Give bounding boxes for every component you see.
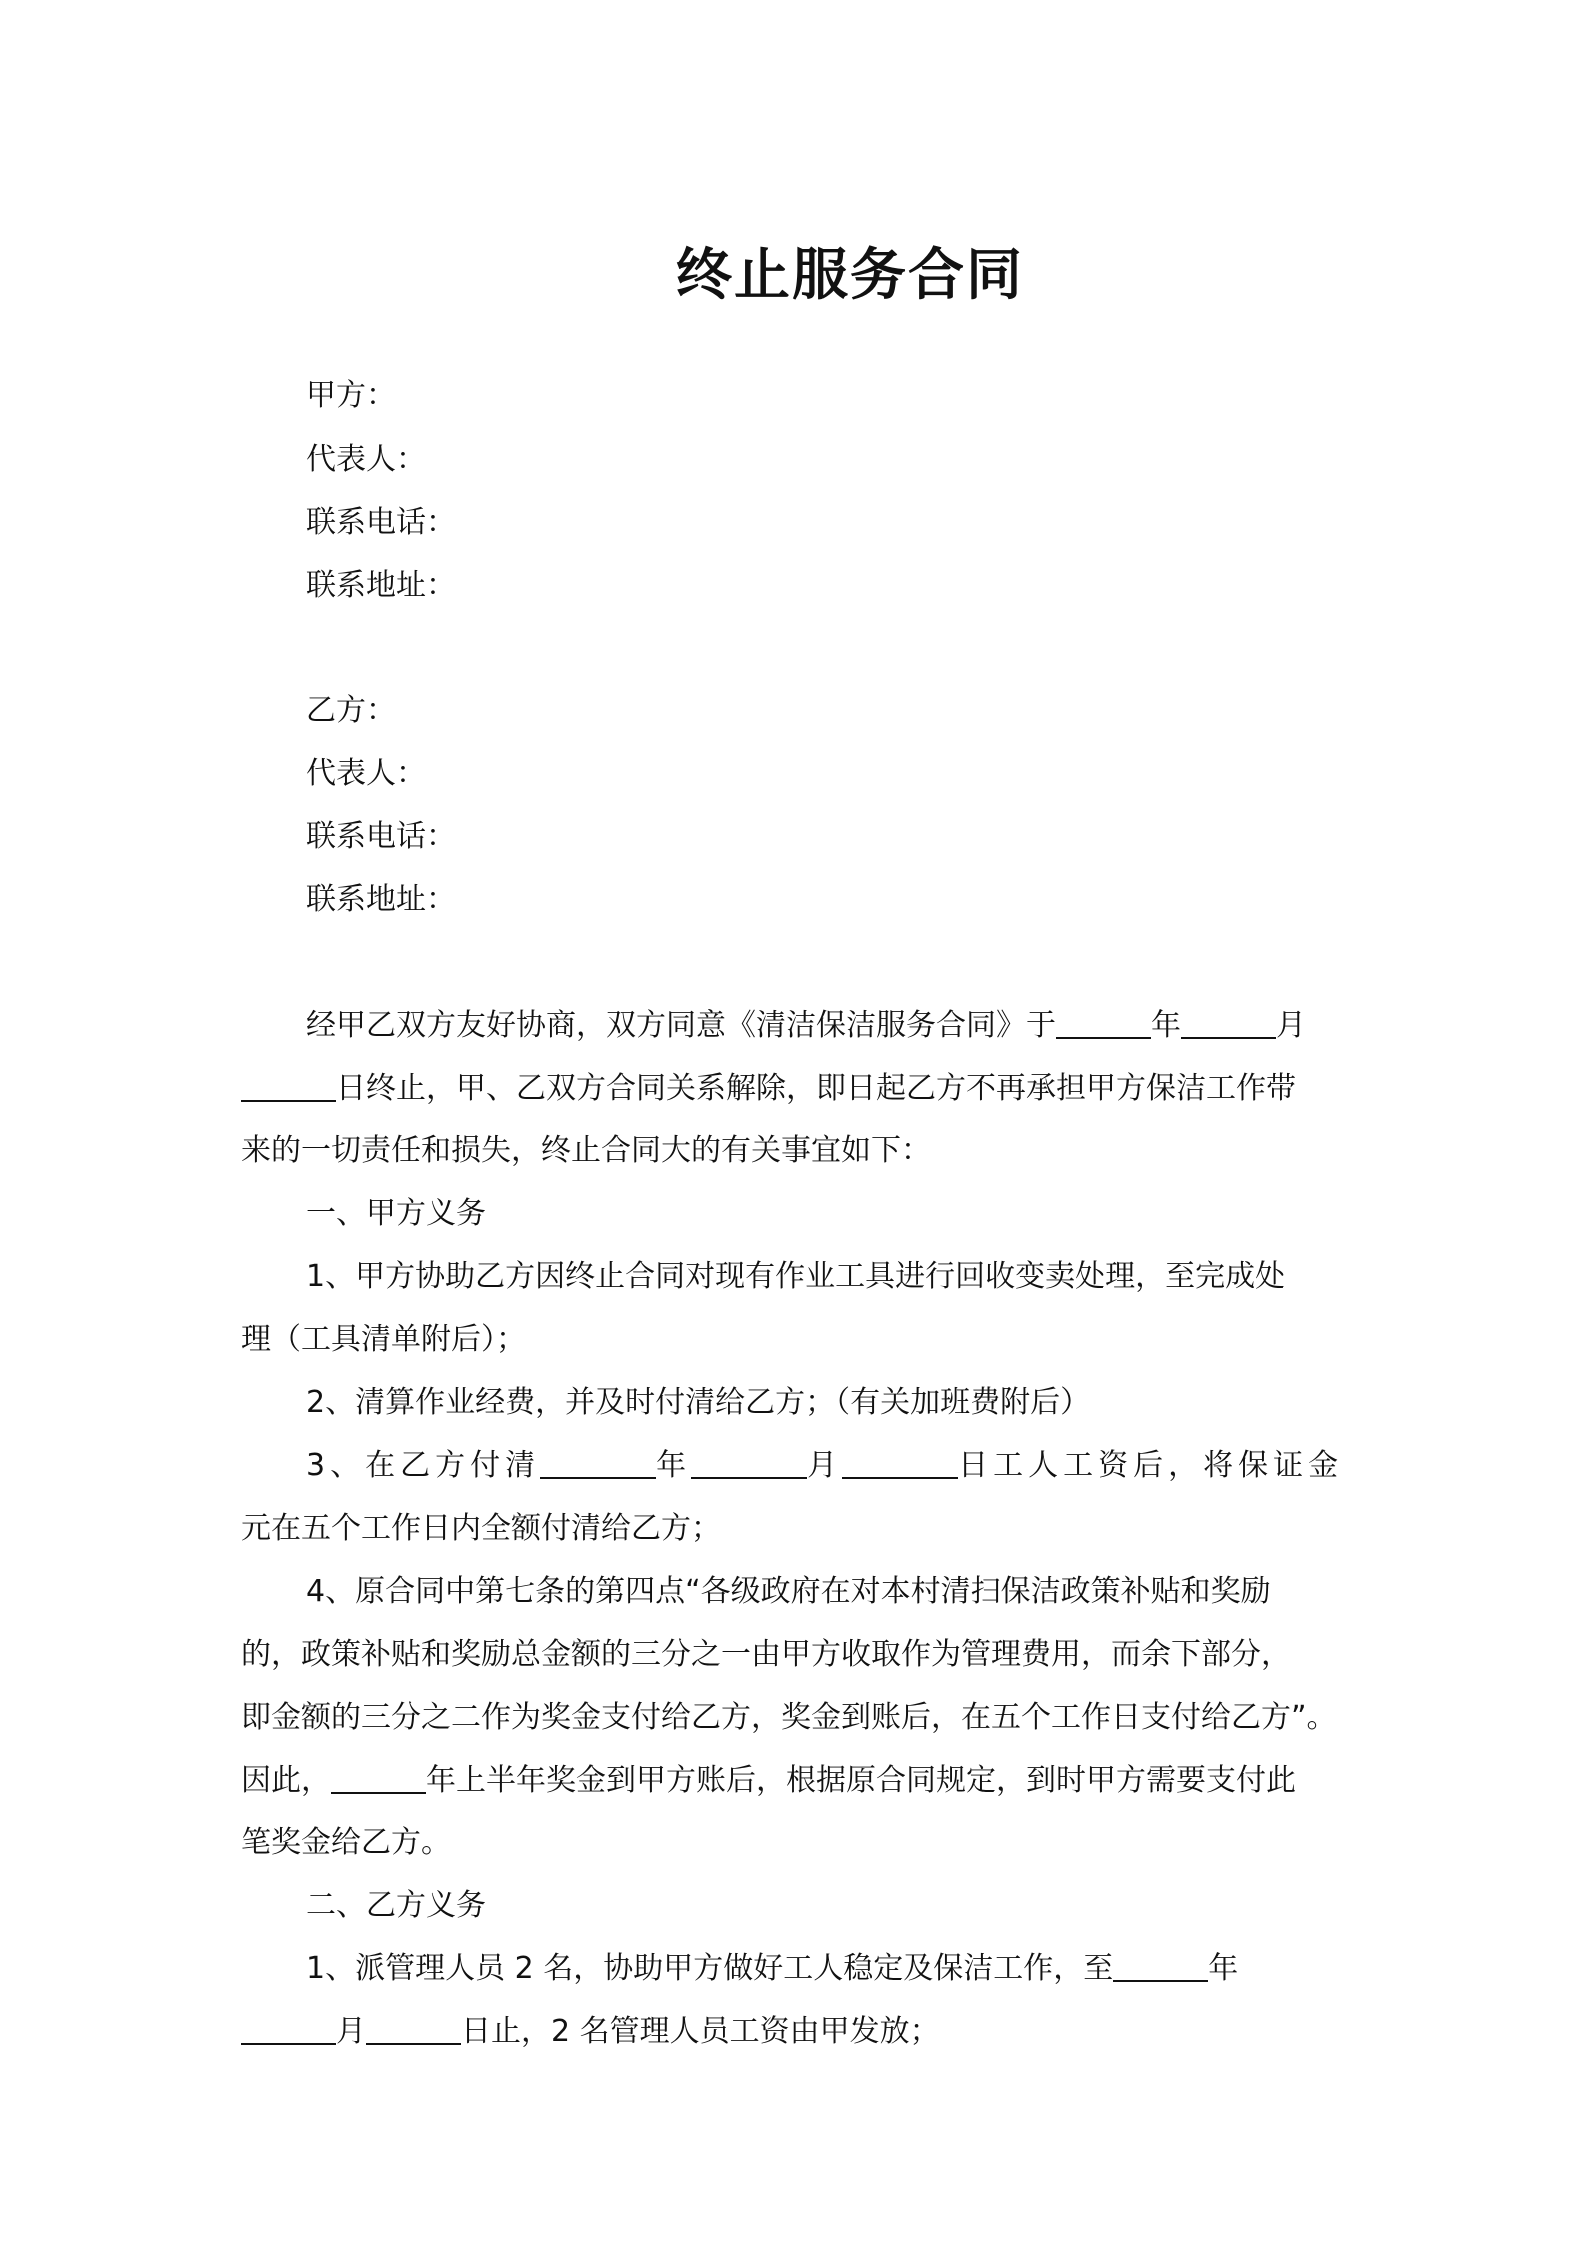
- section-2-heading: 二、乙方义务: [306, 1888, 486, 1923]
- intro-text-2: 日终止，甲、乙双方合同关系解除，即日起乙方不再承担甲方保洁工作带: [336, 1071, 1296, 1106]
- intro-line-3: 来的一切责任和损失，终止合同大的有关事宜如下：: [241, 1133, 931, 1168]
- intro-month-label: 月: [1276, 1008, 1306, 1043]
- s2-item1-line2: [241, 2012, 940, 2052]
- year-blank[interactable]: [1056, 1007, 1151, 1039]
- s1-item4-text-b: 年上半年奖金到甲方账后，根据原合同规定，到时甲方需要支付此: [426, 1763, 1296, 1798]
- intro-text-1: 经甲乙双方友好协商，双方同意《清洁保洁服务合同》于: [306, 1008, 1056, 1043]
- s2-item1-month-blank[interactable]: [241, 2013, 336, 2045]
- s1-item2: 2、清算作业经费，并及时付清给乙方；（有关加班费附后）: [306, 1385, 1091, 1420]
- s1-item3-text-d: 日工人工资后，将保证金: [958, 1448, 1344, 1483]
- intro-line-1: [306, 1006, 1306, 1046]
- document-title: 终止服务合同: [676, 242, 1024, 308]
- party-b-label: 乙方：: [306, 693, 396, 728]
- party-b-rep: 代表人：: [306, 756, 426, 791]
- s1-item3-line2: 元在五个工作日内全额付清给乙方；: [241, 1511, 721, 1546]
- party-b-phone: 联系电话：: [306, 819, 456, 854]
- s1-item4-text-a: 因此，: [241, 1763, 331, 1798]
- party-b-address: 联系地址：: [306, 882, 456, 917]
- s1-item3-year-blank[interactable]: [540, 1447, 656, 1479]
- intro-year-label: 年: [1151, 1008, 1181, 1043]
- s1-item3-year-label: 年: [656, 1448, 692, 1483]
- s1-item3-line1: [306, 1446, 1343, 1486]
- s1-item3-month-blank[interactable]: [691, 1447, 807, 1479]
- s1-item4-line4: [241, 1761, 1296, 1801]
- s1-item4-line5: 笔奖金给乙方。: [241, 1825, 451, 1860]
- s1-item4-line1: 4、原合同中第七条的第四点“各级政府在对本村清扫保洁政策补贴和奖励: [306, 1574, 1271, 1609]
- party-a-label: 甲方：: [306, 378, 396, 413]
- s1-item4-year-blank[interactable]: [331, 1762, 426, 1794]
- s2-item1-day-blank[interactable]: [366, 2013, 461, 2045]
- s2-item1-year-label: 年: [1208, 1951, 1239, 1986]
- s1-item3-month-label: 月: [807, 1448, 843, 1483]
- s2-item1-month-label: 月: [336, 2014, 366, 2049]
- s1-item4-line3: 即金额的三分之二作为奖金支付给乙方，奖金到账后，在五个工作日支付给乙方”。: [241, 1700, 1337, 1735]
- s1-item1-line1: 1、甲方协助乙方因终止合同对现有作业工具进行回收变卖处理，至完成处: [306, 1259, 1286, 1294]
- s2-item1-text-b: 日止，2 名管理人员工资由甲发放；: [461, 2014, 940, 2049]
- month-blank[interactable]: [1181, 1007, 1276, 1039]
- s1-item1-line2: 理（工具清单附后）；: [241, 1322, 526, 1357]
- section-1-heading: 一、甲方义务: [306, 1196, 486, 1231]
- party-a-address: 联系地址：: [306, 568, 456, 603]
- party-a-rep: 代表人：: [306, 442, 426, 477]
- s1-item4-line2: 的，政策补贴和奖励总金额的三分之一由甲方收取作为管理费用，而余下部分，: [241, 1637, 1291, 1672]
- party-a-phone: 联系电话：: [306, 505, 456, 540]
- s2-item1-line1: [306, 1949, 1238, 1989]
- s1-item3-day-blank[interactable]: [842, 1447, 958, 1479]
- intro-line-2: [241, 1069, 1296, 1109]
- day-blank[interactable]: [241, 1070, 336, 1102]
- s1-item3-text-a: 3、在乙方付清: [306, 1448, 541, 1483]
- s2-item1-text-a: 1、派管理人员 2 名，协助甲方做好工人稳定及保洁工作，至: [306, 1951, 1114, 1986]
- s2-item1-year-blank[interactable]: [1113, 1950, 1208, 1982]
